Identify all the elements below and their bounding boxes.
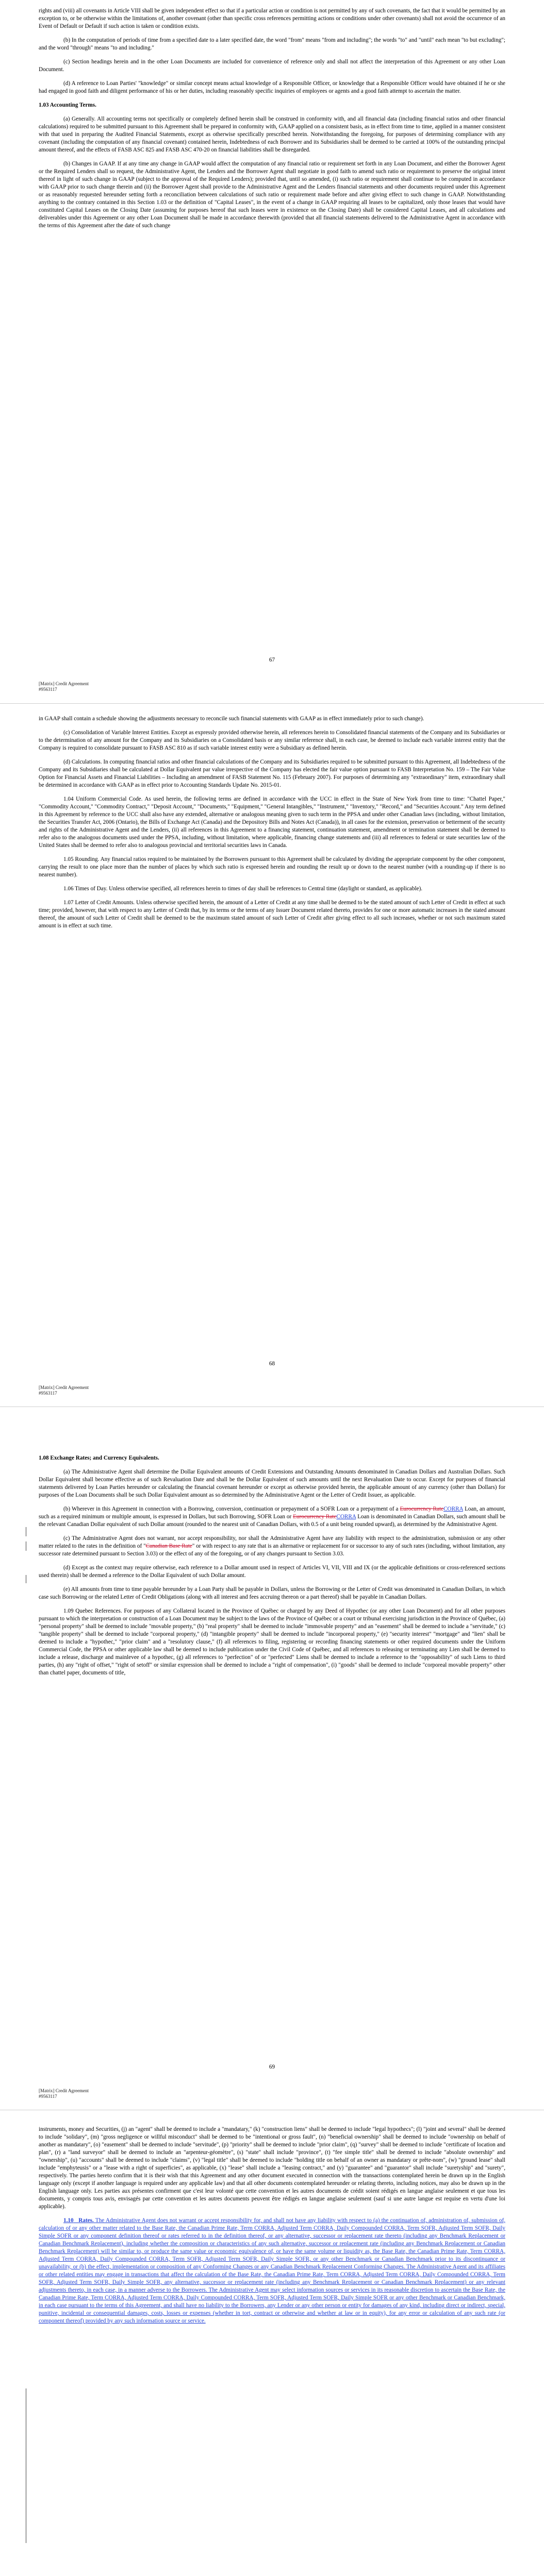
footer-title: [Matrix] Credit Agreement: [39, 2088, 89, 2093]
deleted-text: Canadian Base Rate: [145, 1543, 192, 1549]
page-number: 69: [269, 2064, 275, 2070]
paragraph-quebec-continued: instruments, money and Securities, (j) an "agent" shall be deemed to include a "mandatary," (k) "construction liens" shall be deemed to include "legal hypothecs"; (l) "joint and several" shall be deemed to include "solidary", (m) "gross negligence or willful misconduct" shall be deemed to be "intentional or gross fault", (n) "beneficial ownership" shall be deemed to include "ownership on behalf of another as mandatary", (o) "easement" shall be deemed to include "servitude", (p) "priority" shall be deemed to include "prior claim", (q) "survey" shall be deemed to include "certificate of location and plan", (r) a "land surveyor" shall be deemed to include an "arpenteur-géomètre", (s) "state" shall include "province", (t) "fee simple title" shall be deemed to include "absolute ownership" and "ownership", (u) "accounts" shall be deemed to include "claims", (v) "legal title" shall be deemed to include "holding title on behalf of an owner as mandatary or prête-nom", (w) "ground lease" shall include "emphyteusis" or a "lease with a right of superficies", as applicable, (x) "lease" shall include a "leasing contract," and (y) "guarantee" and "guarantor" shall include "suretyship" and "surety", respectively. The parties hereto confirm that it is their wish that this Agreement and any other document executed in connection with the transactions contemplated herein be drawn up in the English language only (except if another language is required under any applicable law) and that all other documents contemplated hereunder or relating thereto, including notices, may also be drawn up in the English language only. Les parties aux présentes confirment que c'est leur volonté que cette convention et les autres documents de crédit soient rédigés en langue anglaise seulement et que tous les documents, y compris tous avis, envisagés par cette convention et les autres documents peuvent être rédigés en langue anglaise seulement (sauf si une autre langue est requise en vertu d'une loi applicable).: [39, 2126, 505, 2210]
page-number: 68: [269, 1361, 275, 1367]
paragraph-payable-currency: (e) All amounts from time to time payable hereunder by a Loan Party shall be payable in Dollars, unless the Borrowing or the Letter of Credit was denominated in Canadian Dollars, in which case such Borrowing or the related Letter of Credit Obligations (along with all interest and fees accruing thereon or a part thereof) shall be payable in Canadian Dollars.: [39, 1586, 505, 1600]
paragraph-calculations: (d) Calculations. In computing financial ratios and other financial calculations of the Company and its Subsidiaries required to be submitted pursuant to this Agreement, all Indebtedness of the Company and its Subsidiaries shall be calculated at Dollar Equivalent par value irrespective of the Company has elected the fair value option pursuant to FASB Interpretation No. 159 – The Fair Value Option for Financial Assets and Financial Liabilities – Including an amendment of FASB Statement No. 115 (February 2007). For purposes of determining any "extraordinary" item, extraordinary shall be determined in accordance with GAAP as in effect prior to Accounting Standards Update No. 2015-01.: [39, 759, 505, 788]
page-number: 67: [269, 657, 275, 663]
section-1-09-quebec: 1.09 Quebec References. For purposes of any Collateral located in the Province of Québec or charged by any Deed of Hypothec (or any other Loan Document) and for all other purposes pursuant to which the interpretation or construction of a Loan Document may be subject to the laws of the Province of Québec or a court or tribunal exercising jurisdiction in the Province of Québec, (a) "personal property" shall be deemed to include "movable property," (b) "real property" shall be deemed to include "immovable property" and an "easement" shall be deemed to include a "servitude," (c) "tangible property" shall be deemed to include "corporeal property," (d) "intangible property" shall be deemed to include "incorporeal property," (e) "security interest" "mortgage" and "lien" shall be deemed to include a "hypothec," "prior claim" and a "resolutory clause," (f) all references to filing, registering or recording financing statements or other required documents under the Uniform Commercial Code, the PPSA or other applicable law shall be deemed to include publication under the Civil Code of Québec, and all references to releasing or terminating any Lien shall be deemed to include a release, discharge and mainlevee of a hypothec, (g) all references to "perfection" of or "perfected" Liens shall be deemed to include a reference to the "opposability" of such Liens to third parties, (h) any "right of offset," "right of setoff" or similar expression shall be deemed to include a "right of compensation", (i) "goods" shall be deemed to include "corporeal movable property" other than chattel paper, documents of title,: [39, 1608, 505, 1676]
footer-doc-number: #9563117: [39, 687, 57, 692]
page-67: [0, 0, 544, 703]
section-heading-1-08: 1.08 Exchange Rates; and Currency Equivalents.: [39, 1455, 159, 1461]
footer: [39, 2088, 89, 2099]
text-run: " or with respect to any rate that is an alternative or replacement for or successor to any of such rates (including, without limitation, any successor rate determined pursuant to Section 3.03) or the effect of any of the foregoing, or of any changes pursuant to Section 3.03.: [39, 1543, 505, 1557]
page-68-body: [39, 715, 505, 936]
footer-doc-number: #9563117: [39, 2094, 57, 2099]
page-68: [0, 703, 544, 1406]
section-1-05-rounding: 1.05 Rounding. Any financial ratios required to be maintained by the Borrowers pursuant to this Agreement shall be calculated by dividing the appropriate component by the other component, carrying the result to one place more than the number of places by which such ratio is expressed herein and rounding the result up or down to the nearest number (with a rounding-up if there is no nearest number).: [39, 856, 505, 878]
text-run: (c) The Administrative Agent does not warrant, nor accept responsibility, nor shall the Administrative Agent have any liability with respect to the administration, submission or any other matter related to the rates in the definition of ": [39, 1535, 505, 1549]
text-run: Loan is denominated in Canadian Dollars, such amount shall be the relevant Canadian Dollar equivalent of such Dollar amount (rounded to the nearest unit of Canadian Dollars, with 0.5 of a unit being rounded upward), as determined by the Administrative Agent.: [39, 1514, 505, 1528]
deleted-text: Eurocurrency Rate: [293, 1514, 337, 1520]
paragraph-b-time-periods: (b) In the computation of periods of time from a specified date to a later specified date, the word "from" means "from and including"; the words "to" and "until" each mean "to but excluding"; and the word "through" means "to and including.": [39, 37, 505, 51]
text-run: (b) Wherever in this Agreement in connection with a Borrowing, conversion, continuation or prepayment of a SOFR Loan or a prepayment of a: [63, 1506, 400, 1512]
section-1-10-rates: [39, 2217, 505, 2325]
paragraph-dollar-references: (d) Except as the context may require otherwise, each reference to a Dollar amount used in respect of Articles VI, VII, VIII and IX (or the applicable definitions or cross-referenced sections used therein) shall be deemed a reference to the Dollar Equivalent of such Dollar amount.: [39, 1565, 505, 1579]
footer-title: [Matrix] Credit Agreement: [39, 681, 89, 686]
page-70-body: [39, 2126, 505, 2331]
paragraph-canadian-dollar-equivalent: [39, 1505, 505, 1529]
section-number: 1.10: [63, 2217, 74, 2224]
footer-doc-number: #9563117: [39, 1391, 57, 1396]
page-69: [0, 1406, 544, 2110]
paragraph: in GAAP shall contain a schedule showing the adjustments necessary to reconcile such financial statements with GAAP as in effect immediately prior to such change).: [39, 716, 424, 722]
section-1-04-ucc: 1.04 Uniform Commercial Code. As used herein, the following terms are defined in accordance with the UCC in effect in the State of New York from time to time: "Chattel Paper," "Commodity Account," "Commodity Contract," "Deposit Account," "Documents," "Equipment," "General Intangibles," "Instrument," "Inventory," "Record," and "Securities Account." Any term defined in this Agreement by reference to the UCC shall also have any extended, alternative or analogous meaning given to such term in the PPSA and under other Canadian laws (including, without limitation, the Securities Transfer Act, 2006 (Ontario), the Bills of Exchange Act (Canada) and the Depository Bills and Notes Act (Canada)), in all cases for the extension, preservation or betterment of the security and rights of the Administrative Agent and the Lenders, (ii) all references in this Agreement to a financing statement, continuation statement, amendment or termination statement shall be deemed to refer also to the analogous documents used under the PPSA, including, without limitation, where applicable, financing change statements and (iii) all references to federal or state securities law of the United States shall be deemed to refer also to analogous provincial and territorial securities laws in Canada.: [39, 796, 505, 849]
section-1-07-letter-of-credit: 1.07 Letter of Credit Amounts. Unless otherwise specified herein, the amount of a Letter of Credit at any time shall be deemed to be the stated amount of such Letter of Credit in effect at such time; provided, however, that with respect to any Letter of Credit that, by its terms or the terms of any Issuer Document related thereto, provides for one or more automatic increases in the stated amount thereof, the amount of such Letter of Credit shall be deemed to be the maximum stated amount of such Letter of Credit after giving effect to all such increases, whether or not such maximum stated amount is in effect at such time.: [39, 900, 505, 929]
paragraph-generally: (a) Generally. All accounting terms not specifically or completely defined herein shall be construed in conformity with, and all financial data (including financial ratios and other financial calculations) required to be submitted pursuant to this Agreement shall be prepared in conformity with, GAAP applied on a consistent basis, as in effect from time to time, applied in a manner consistent with that used in preparing the Audited Financial Statements, except as otherwise specifically prescribed herein. Notwithstanding the foregoing, for purposes of determining compliance with any covenant (including the computation of any financial covenant) contained herein, Indebtedness of each Borrower and its Subsidiaries shall be deemed to be carried at 100% of the outstanding principal amount thereof, and the effects of FASB ASC 825 and FASB ASC 470-20 on financial liabilities shall be disregarded.: [39, 116, 505, 153]
section-title: Rates.: [78, 2217, 94, 2224]
footer: [39, 681, 89, 692]
inserted-text: CORRA: [336, 1514, 356, 1520]
inserted-text: CORRA: [443, 1506, 463, 1512]
paragraph-rate-disclaimer: [39, 1535, 505, 1558]
section-1-06-times-of-day: 1.06 Times of Day. Unless otherwise specified, all references herein to times of day shall be references to Central time (daylight or standard, as applicable).: [63, 886, 423, 892]
paragraph-variable-interest-entities: (c) Consolidation of Variable Interest Entities. Except as expressly provided otherwise herein, all references herein to Consolidated financial statements of the Company and its Subsidiaries or to the determination of any amount for the Company and its Subsidiaries on a Consolidated basis or any similar reference shall, in each case, be deemed to include each variable interest entity that the Company is required to consolidate pursuant to FASB ASC 810 as if such variable interest entity were a Subsidiary as defined herein.: [39, 730, 505, 751]
footer: [39, 1385, 89, 1396]
section-heading-1-03: 1.03 Accounting Terms.: [39, 102, 96, 108]
footer-title: [Matrix] Credit Agreement: [39, 1385, 89, 1390]
text-run: Loan, an amount, such as a required minimum or multiple amount, is expressed in Dollars, but such Borrowing, SOFR Loan or: [39, 1506, 505, 1520]
deleted-text: Eurocurrency Rate: [400, 1506, 444, 1512]
paragraph-changes-in-gaap: (b) Changes in GAAP. If at any time any change in GAAP would affect the computation of any financial ratio or requirement set forth in any Loan Document, and either the Borrower Agent or the Required Lenders shall so request, the Administrative Agent, the Lenders and the Borrower Agent shall negotiate in good faith to amend such ratio or requirement to preserve the original intent thereof in light of such change in GAAP (subject to the approval of the Required Lenders); provided that, until so amended, (i) such ratio or requirement shall continue to be computed in accordance with GAAP prior to such change therein and (ii) the Borrower Agent shall provide to the Administrative Agent and the Lenders financial statements and other documents required under this Agreement or as reasonably requested hereunder setting forth a reconciliation between calculations of such ratio or requirement made before and after giving effect to such change in GAAP. Notwithstanding anything to the contrary contained in this Section 1.03 or the definition of "Capital Leases", in the event of a change in GAAP requiring all leases to be capitalized, only those leases that would have constituted Capital Leases on the Closing Date (assuming for purposes hereof that such leases were in existence on the Closing Date) shall be considered Capital Leases, and all calculations and deliverables under this Agreement or any other Loan Document shall be made in accordance therewith (provided that all financial statements delivered to the Administrative Agent in accordance with the terms of this Agreement after the date of such change: [39, 161, 505, 229]
section-text: The Administrative Agent does not warrant or accept responsibility for, and shall not have any liability with respect to (a) the continuation of, administration of, submission of, calculation of or any other matter related to the Base Rate, the Canadian Prime Rate, Term CORRA, Adjusted Term CORRA, Daily Compounded CORRA, Term SOFR, Adjusted Term SOFR, Daily Simple SOFR or any component definition thereof or rates referred to in the definition thereof, or any alternative, successor or replacement rate thereto (including any Benchmark Replacement or Canadian Benchmark Replacement), including whether the composition or characteristics of any such alternative, successor or replacement rate (including any Benchmark Replacement or Canadian Benchmark Replacement) will be similar to, or produce the same value or economic equivalence of, or have the same volume or liquidity as, the Base Rate, the Canadian Prime Rate, Term CORRA, Adjusted Term CORRA, Daily Compounded CORRA, Term SOFR, Adjusted Term SOFR, Daily Simple SOFR, or any other Benchmark or Canadian Benchmark prior to its discontinuance or unavailability, or (b) the effect, implementation or composition of any Conforming Changes or any Canadian Benchmark Replacement Conforming Changes. The Administrative Agent and its affiliates or other related entities may engage in transactions that affect the calculation of the Base Rate, the Canadian Prime Rate, Term CORRA, Adjusted Term CORRA, Daily Compounded CORRA, Term SOFR, Adjusted Term SOFR, Daily Simple SOFR, any alternative, successor or replacement rate (including any Benchmark Replacement or Canadian Benchmark Replacement) or any relevant adjustments thereto, in each case, in a manner adverse to the Borrowers. The Administrative Agent may select information sources or services in its reasonable discretion to ascertain the Base Rate, the Canadian Prime Rate, Term CORRA, Adjusted Term CORRA, Daily Compounded CORRA, Term SOFR, Adjusted Term SOFR, Daily Simple SOFR or any other Benchmark or Canadian Benchmark, in each case pursuant to the terms of this Agreement, and shall have no liability to the Borrowers, any Lender or any other person or entity for damages of any kind, including direct or indirect, special, punitive, incidental or consequential damages, costs, losses or expenses (whether in tort, contract or otherwise and whether at law or in equity), for any error or calculation of any such rate (or component thereof) provided by any such information source or service.: [39, 2217, 506, 2324]
paragraph: rights and (viii) all covenants in Article VIII shall be given independent effect so that if a particular action or condition is not permitted by any of such covenants, the fact that it would be permitted by an exception to, or be otherwise within the limitations of, another covenant (other than specific cross references permitting actions or conditions under other covenants) shall not avoid the occurrence of an Event of Default or Default if such action is taken or condition exists.: [39, 8, 505, 29]
paragraph-c-section-headings: (c) Section headings herein and in the other Loan Documents are included for convenience of reference only and shall not affect the interpretation of this Agreement or any other Loan Document.: [39, 59, 505, 73]
page-69-body: [39, 1454, 505, 1683]
page-70: [0, 2110, 544, 2576]
page-67-body: [39, 7, 505, 236]
paragraph-dollar-equivalent: (a) The Administrative Agent shall determine the Dollar Equivalent amounts of Credit Extensions and Outstanding Amounts denominated in Canadian Dollars and Australian Dollars. Such Dollar Equivalent shall become effective as of such Revaluation Date and shall be the Dollar Equivalent of such amounts until the next Revaluation Date to occur. Except for purposes of financial statements delivered by Loan Parties hereunder or calculating the financial covenant hereunder or except as otherwise provided herein, the applicable amount of any currency (other than Dollars) for purposes of the Loan Documents shall be such Dollar Equivalent amount as so determined by the Administrative Agent or the Letter of Credit Issuer, as applicable.: [39, 1469, 505, 1498]
paragraph-d-knowledge: (d) A reference to Loan Parties' "knowledge" or similar concept means actual knowledge of a Responsible Officer, or knowledge that a Responsible Officer would have obtained if he or she had engaged in good faith and diligent performance of his or her duties, including reasonably specific inquiries of employees or agents and a good faith attempt to ascertain the matter.: [39, 80, 505, 94]
